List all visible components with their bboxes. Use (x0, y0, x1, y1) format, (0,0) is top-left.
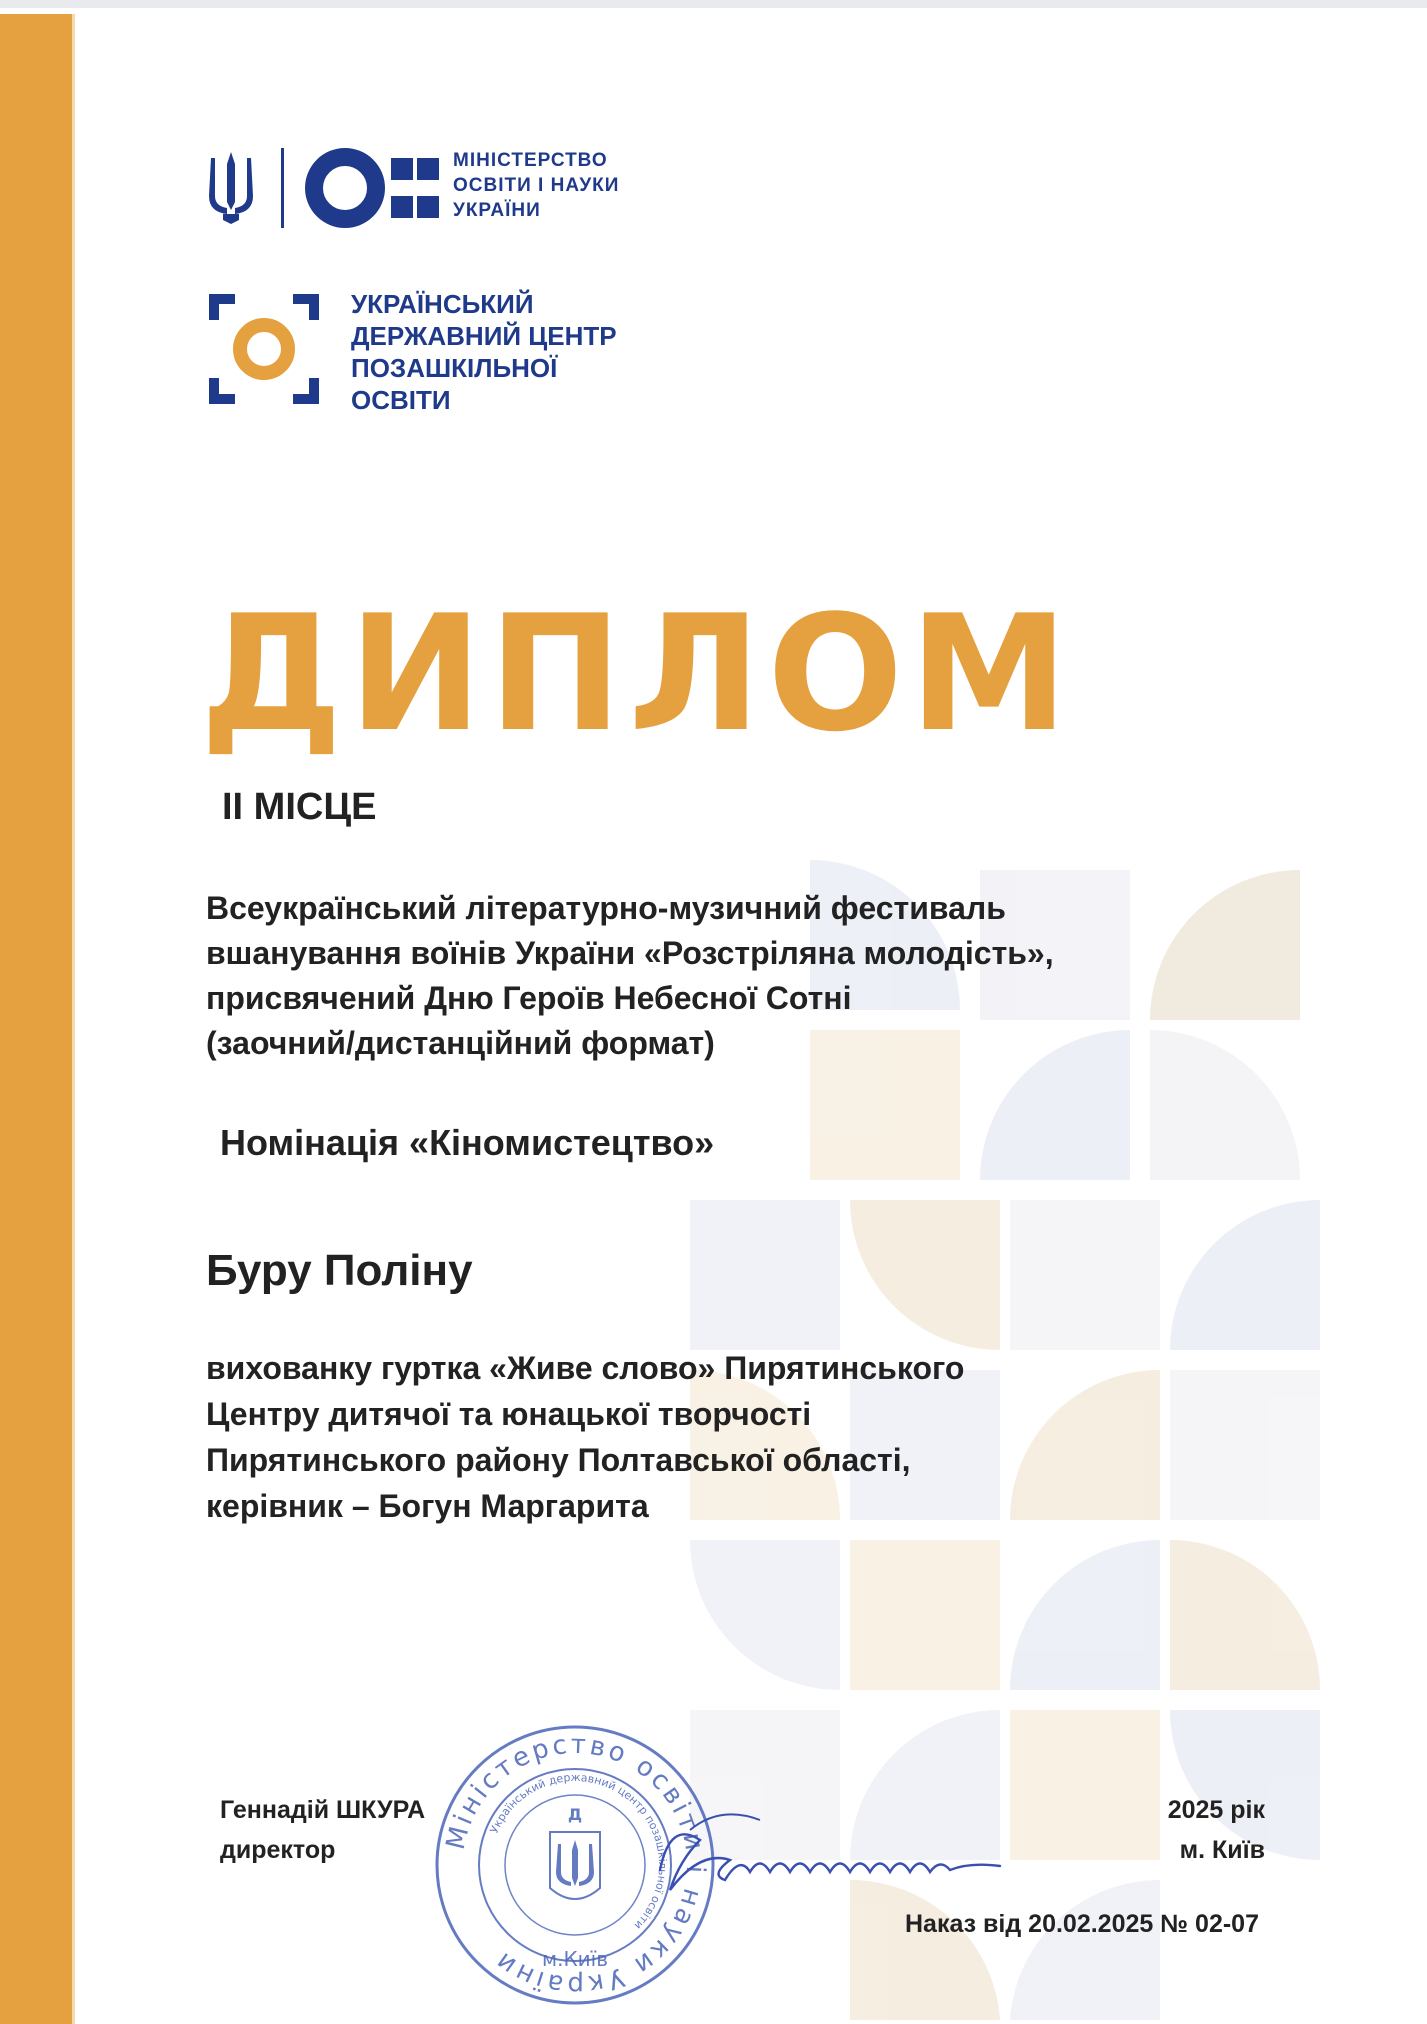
order-reference: Наказ від 20.02.2025 № 02-07 (904, 1910, 1259, 1938)
stamp-outer-text: Міністерство освіти і науки України (440, 1729, 711, 2001)
date-place-block (1168, 1790, 1265, 1870)
side-accent-bar (0, 14, 72, 2024)
stamp-letter: Д (567, 1805, 583, 1824)
logo-separator (281, 148, 284, 228)
ministry-logo (205, 140, 665, 240)
festival-line: (заочний/дистанційний формат) (206, 1025, 715, 1061)
center-name (351, 288, 617, 416)
issue-city: м. Київ (1179, 1836, 1265, 1864)
description-line: вихованку гуртка «Живе слово» Пирятинського (206, 1350, 965, 1386)
description-line: Пирятинського району Полтавської області, (206, 1442, 911, 1478)
mon-logo-mark (305, 146, 455, 230)
center-name-line: ДЕРЖАВНИЙ ЦЕНТР (351, 321, 617, 351)
stamp-trident-icon (550, 1832, 600, 1899)
signatory-name: Геннадій ШКУРА (220, 1796, 426, 1824)
ministry-name-line: ОСВІТИ І НАУКИ (453, 175, 620, 196)
festival-line: присвячений Дню Героїв Небесної Сотні (206, 980, 852, 1016)
festival-line: вшанування воїнів України «Розстріляна молодість», (206, 935, 1054, 971)
signatory-position: директор (220, 1836, 336, 1864)
center-logo-mark (205, 290, 323, 408)
ministry-name (453, 148, 619, 223)
description-line: Центру дитячої та юнацької творчості (206, 1396, 812, 1432)
recipient-description (206, 1345, 964, 1529)
side-accent-edge (72, 14, 75, 2024)
place-label: II МІСЦЕ (222, 786, 377, 828)
center-name-line: ПОЗАШКІЛЬНОЇ (351, 353, 558, 383)
festival-line: Всеукраїнський літературно-музичний фестиваль (206, 890, 1006, 926)
top-strip (0, 0, 1427, 8)
signatory-block (220, 1790, 425, 1870)
recipient-name: Буру Поліну (206, 1246, 473, 1295)
stamp-inner-text: Український державний центр позашкільної освіти (487, 1770, 670, 1932)
description-line: керівник – Богун Маргарита (206, 1488, 649, 1524)
director-signature (640, 1800, 1040, 1920)
issue-year: 2025 рік (1167, 1796, 1265, 1824)
center-name-line: ОСВІТИ (351, 385, 451, 415)
diploma-title: ДИПЛОМ (200, 580, 1075, 767)
trident-icon (205, 150, 257, 226)
center-logo (205, 288, 765, 418)
ministry-name-line: УКРАЇНИ (453, 200, 541, 221)
nomination: Номінація «Кіномистецтво» (220, 1122, 715, 1163)
ministry-name-line: МІНІСТЕРСТВО (453, 150, 608, 171)
stamp-bottom-text: м.Київ (542, 1947, 608, 1971)
center-name-line: УКРАЇНСЬКИЙ (351, 289, 534, 319)
festival-description (206, 886, 1054, 1066)
